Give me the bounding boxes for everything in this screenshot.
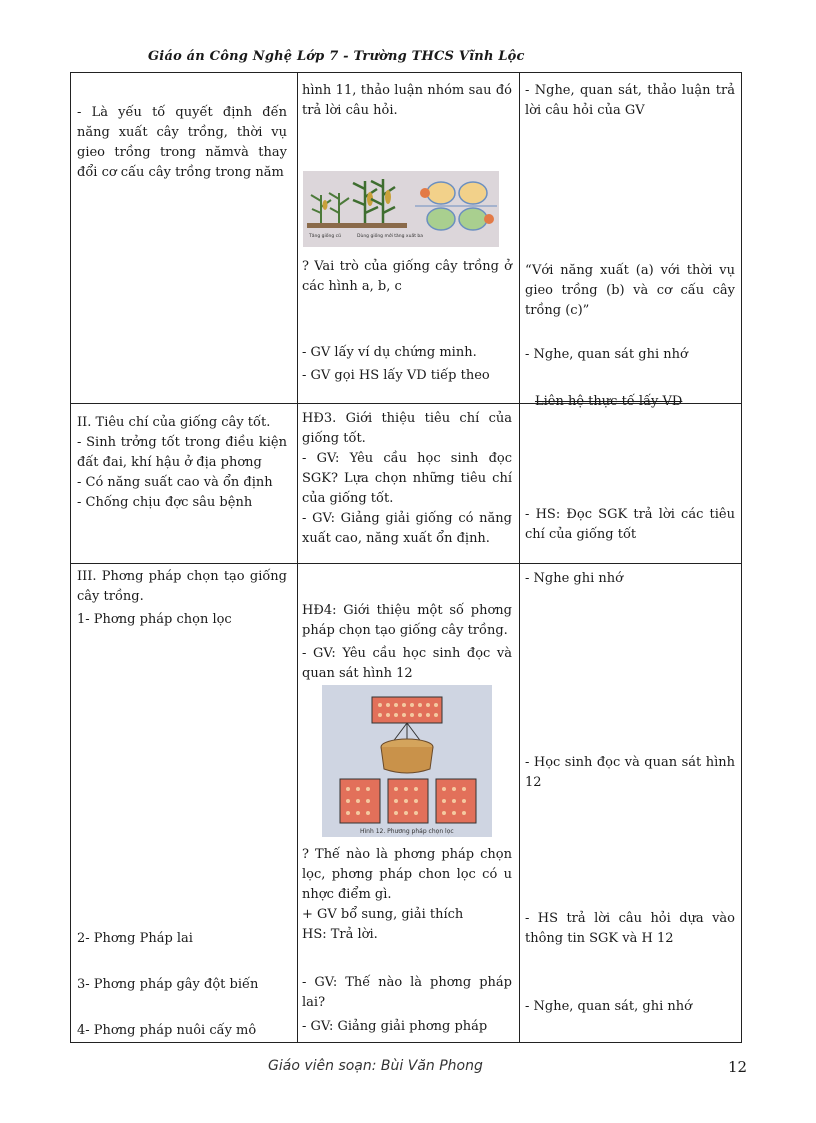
row1-col3-c bbox=[525, 345, 735, 365]
method-item: 1- Phơng pháp chọn lọc bbox=[77, 612, 232, 627]
row1-col2-gv bbox=[302, 343, 512, 386]
teacher-note: - GV: Yêu cầu học sinh đọc SGK? Lựa chọn những tiêu chí của giống tốt. bbox=[302, 451, 512, 506]
teacher-note: - GV: Giảng giải phơng pháp bbox=[302, 1019, 488, 1034]
activity-title: HĐ3. Giới thiệu tiêu chí của giống tốt. bbox=[302, 411, 512, 446]
teacher-note: - GV gọi HS lấy VD tiếp theo bbox=[302, 368, 490, 383]
teacher-note: - GV lấy ví dụ chứng minh. bbox=[302, 345, 477, 360]
teacher-note: - GV: Yêu cầu học sinh đọc và quan sát hình 12 bbox=[302, 646, 512, 681]
student-note: - HS: Đọc SGK trả lời các tiêu chí của giống tốt bbox=[525, 507, 735, 542]
row1-col2-question bbox=[302, 257, 512, 297]
figure12-caption: Hình 12. Phương pháp chọn lọc bbox=[360, 828, 454, 835]
row3-col3-a bbox=[525, 569, 735, 589]
teacher-note: + GV bổ sung, giải thích bbox=[302, 907, 464, 922]
row1-col2-intro bbox=[302, 81, 512, 121]
criteria-item: - Chống chịu đợc sâu bệnh bbox=[77, 495, 253, 510]
row3-col2-mid bbox=[302, 845, 512, 945]
student-answer: “Với năng xuất (a) với thời vụ gieo trồng (b) và cơ cấu cây trồng (c)” bbox=[525, 263, 735, 318]
method-item: 3- Phơng pháp gây đột biến bbox=[77, 977, 259, 992]
section-title: II. Tiêu chí của giống cây tốt. bbox=[77, 415, 271, 430]
row1-col1 bbox=[77, 103, 287, 183]
page-number: 12 bbox=[728, 1058, 748, 1076]
row3-col1-m3 bbox=[77, 975, 287, 995]
row1-col3-a bbox=[525, 81, 735, 121]
column-divider bbox=[297, 73, 298, 1042]
teacher-note: - GV: Thế nào là phơng pháp lai? bbox=[302, 975, 512, 1010]
footer-author: Giáo viên soạn: Bùi Văn Phong bbox=[268, 1058, 483, 1074]
method-item: 2- Phơng Pháp lai bbox=[77, 931, 193, 946]
teacher-note: - GV: Giảng giải giống có năng xuất cao, năng xuất ổn định. bbox=[302, 511, 512, 546]
activity-title: HĐ4: Giới thiệu một số phơng pháp chọn tạo giống cây trồng. bbox=[302, 603, 512, 638]
row-divider bbox=[71, 563, 741, 564]
row2-col3 bbox=[525, 505, 735, 545]
row1-col3-b bbox=[525, 261, 735, 321]
figure-12 bbox=[322, 685, 492, 837]
section-title: III. Phơng pháp chọn tạo giống cây trồng. bbox=[77, 569, 287, 604]
question-text: ? Thế nào là phơng pháp chọn lọc, phơng pháp chon lọc có u nhợc điểm gì. bbox=[302, 847, 512, 902]
role-text: - Là yếu tố quyết định đến năng xuất cây trồng, thời vụ gieo trồng trong nămvà thay đổi cơ cấu cây trồng trong năm bbox=[77, 105, 287, 180]
lesson-table bbox=[70, 72, 742, 1043]
row2-col1 bbox=[77, 413, 287, 513]
column-divider bbox=[519, 73, 520, 1042]
student-note: HS: Trả lời. bbox=[302, 927, 378, 942]
student-note: - Nghe, quan sát, ghi nhớ bbox=[525, 999, 692, 1014]
row3-col1 bbox=[77, 567, 287, 630]
criteria-item: - Có năng suất cao và ổn định bbox=[77, 475, 273, 490]
student-note: - Nghe ghi nhớ bbox=[525, 571, 623, 586]
selection-method-illustration bbox=[322, 685, 492, 837]
row3-col3-b bbox=[525, 753, 735, 793]
student-note: - HS trả lời câu hỏi dựa vào thông tin SGK và H 12 bbox=[525, 911, 735, 946]
row3-col2-top bbox=[302, 601, 512, 684]
page-header: Giáo án Công Nghệ Lớp 7 - Trường THCS Vĩnh Lộc bbox=[148, 49, 525, 64]
method-item: 4- Phơng pháp nuôi cấy mô bbox=[77, 1023, 257, 1038]
criteria-item: - Sinh trởng tốt trong điều kiện đất đai, khí hậu ở địa phơng bbox=[77, 435, 287, 470]
figure11-label-old: Tăng giống cũ bbox=[309, 234, 341, 239]
student-note: - Nghe, quan sát, thảo luận trả lời câu hỏi của GV bbox=[525, 83, 735, 118]
student-note: - Nghe, quan sát ghi nhớ bbox=[525, 347, 688, 362]
figure-11 bbox=[303, 171, 499, 247]
row3-col3-c bbox=[525, 909, 735, 949]
row3-col2-bottom bbox=[302, 973, 512, 1037]
row3-col3-d bbox=[525, 997, 735, 1017]
crop-role-illustration bbox=[303, 171, 499, 247]
figure11-label-new: Dùng giống mới tăng xuất ba bbox=[357, 234, 424, 239]
instruction-text: hình 11, thảo luận nhóm sau đó trả lời câu hỏi. bbox=[302, 83, 512, 118]
row1-col3-d bbox=[535, 392, 735, 412]
row2-col2 bbox=[302, 409, 512, 549]
question-text: ? Vai trò của giống cây trồng ở các hình a, b, c bbox=[302, 259, 512, 294]
student-note: - Học sinh đọc và quan sát hình 12 bbox=[525, 755, 735, 790]
student-note: Liên hệ thực tế lấy VD bbox=[535, 394, 683, 409]
row3-col1-m4 bbox=[77, 1021, 287, 1041]
row3-col1-m2 bbox=[77, 929, 287, 949]
